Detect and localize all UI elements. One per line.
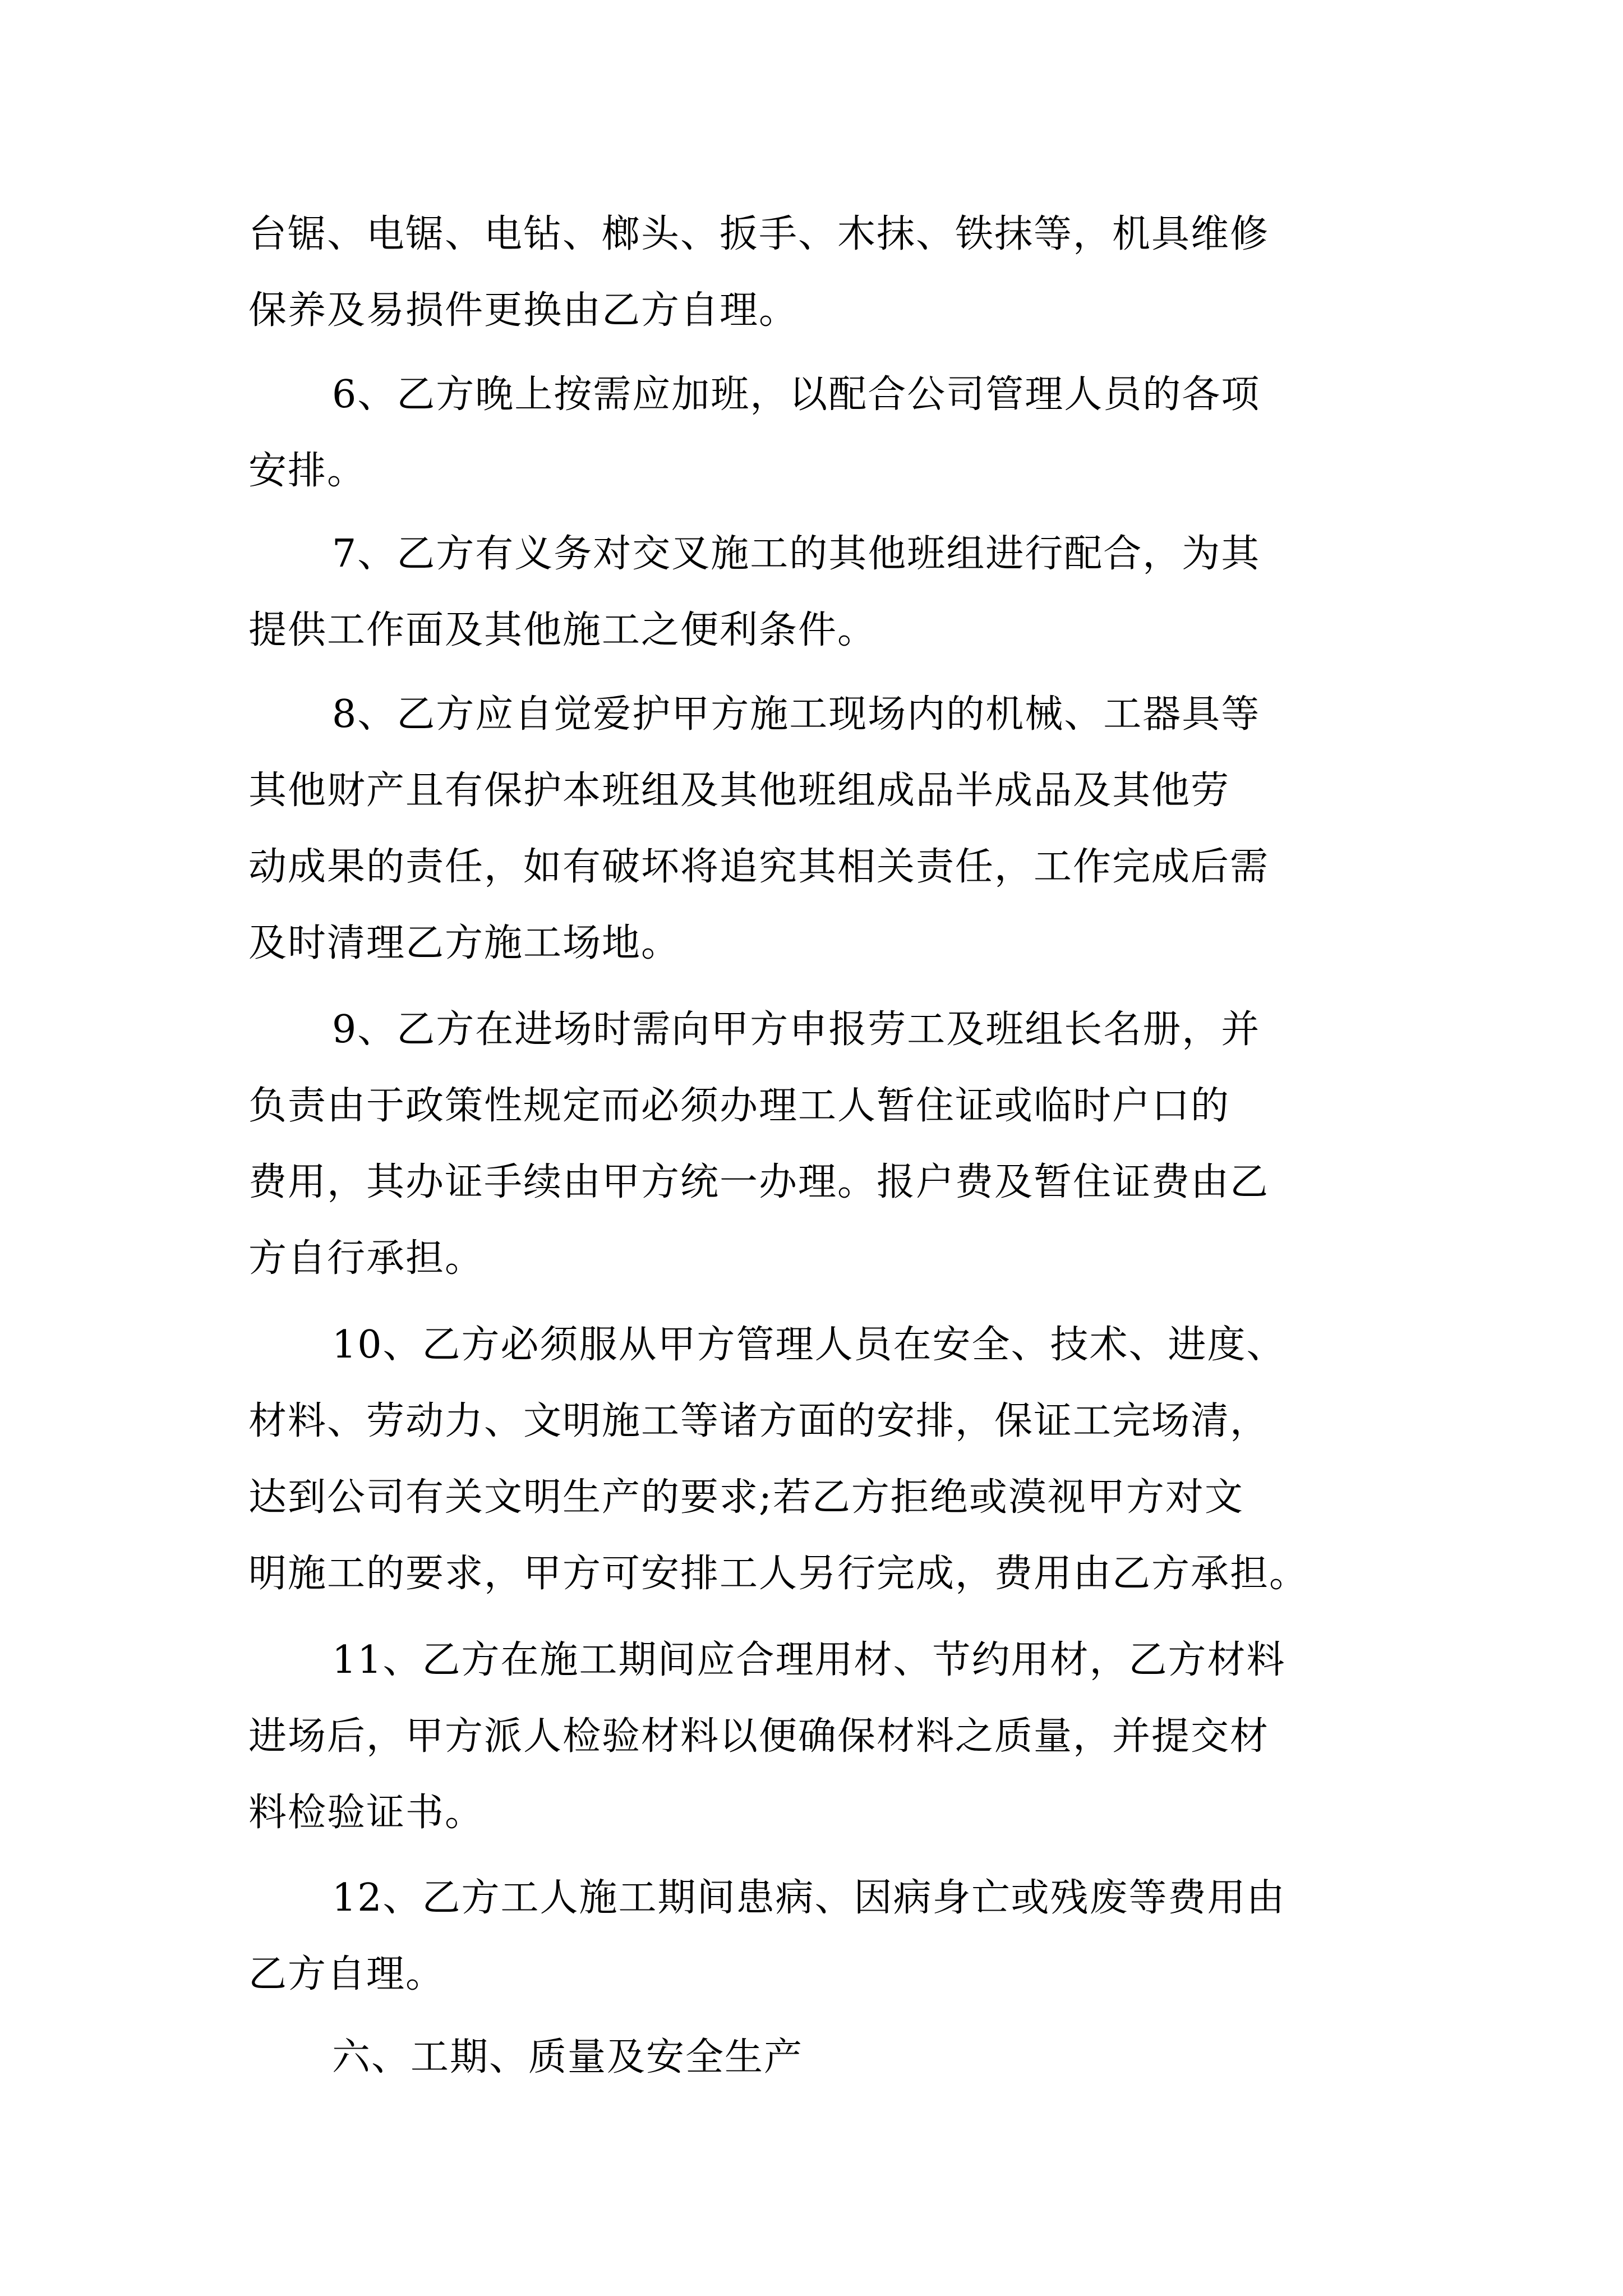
text-line: 料检验证书。 xyxy=(248,1791,485,1835)
text-line: 10、乙方必须服从甲方管理人员在安全、技术、进度、 xyxy=(332,1323,1286,1367)
text-line: 进场后，甲方派人检验材料以便确保材料之质量，并提交材 xyxy=(248,1714,1270,1759)
paragraph-12 xyxy=(0,1860,1286,2013)
text-line: 8、乙方应自觉爱护甲方施工现场内的机械、工器具等 xyxy=(332,692,1261,737)
text-line: 动成果的责任，如有破坏将追究其相关责任，工作完成后需 xyxy=(248,845,1270,889)
paragraph-9 xyxy=(0,992,1269,1297)
text-line: 达到公司有关文明生产的要求;若乙方拒绝或漠视甲方对文 xyxy=(248,1475,1244,1520)
paragraph-6 xyxy=(0,357,1260,509)
text-line: 明施工的要求，甲方可安排工人另行完成，费用由乙方承担。 xyxy=(248,1552,1309,1596)
paragraph-tools xyxy=(0,196,1269,349)
text-line: 材料、劳动力、文明施工等诸方面的安排，保证工完场清， xyxy=(248,1399,1270,1443)
text-line: 6、乙方晚上按需应加班，以配合公司管理人员的各项 xyxy=(332,372,1261,417)
text-line: 乙方自理。 xyxy=(248,1952,445,1996)
text-line: 方自行承担。 xyxy=(248,1236,485,1281)
text-line: 费用，其办证手续由甲方统一办理。报户费及暂住证费由乙 xyxy=(248,1160,1270,1204)
text-line: 安排。 xyxy=(248,449,367,493)
text-line: 其他财产且有保护本班组及其他班组成品半成品及其他劳 xyxy=(248,769,1230,813)
text-line: 负责由于政策性规定而必须办理工人暂住证或临时户口的 xyxy=(248,1084,1230,1128)
paragraph-11 xyxy=(0,1622,1286,1851)
text-line: 7、乙方有义务对交叉施工的其他班组进行配合，为其 xyxy=(332,532,1261,576)
text-line: 台锯、电锯、电钻、榔头、扳手、木抹、铁抹等，机具维修 xyxy=(248,212,1270,256)
text-line: 提供工作面及其他施工之便利条件。 xyxy=(248,608,877,652)
paragraph-10 xyxy=(0,1307,1308,1612)
text-line: 六、工期、质量及安全生产 xyxy=(332,2035,804,2079)
text-line: 保养及易损件更换由乙方自理。 xyxy=(248,288,799,333)
paragraph-7 xyxy=(0,516,1260,669)
text-line: 9、乙方在进场时需向甲方申报劳工及班组长名册，并 xyxy=(332,1007,1261,1052)
text-line: 及时清理乙方施工场地。 xyxy=(248,921,681,965)
paragraph-8 xyxy=(0,677,1269,982)
text-line: 12、乙方工人施工期间患病、因病身亡或残废等费用由 xyxy=(332,1876,1286,1920)
text-line: 11、乙方在施工期间应合理用材、节约用材，乙方材料 xyxy=(332,1638,1286,1682)
section-heading xyxy=(0,2019,803,2096)
